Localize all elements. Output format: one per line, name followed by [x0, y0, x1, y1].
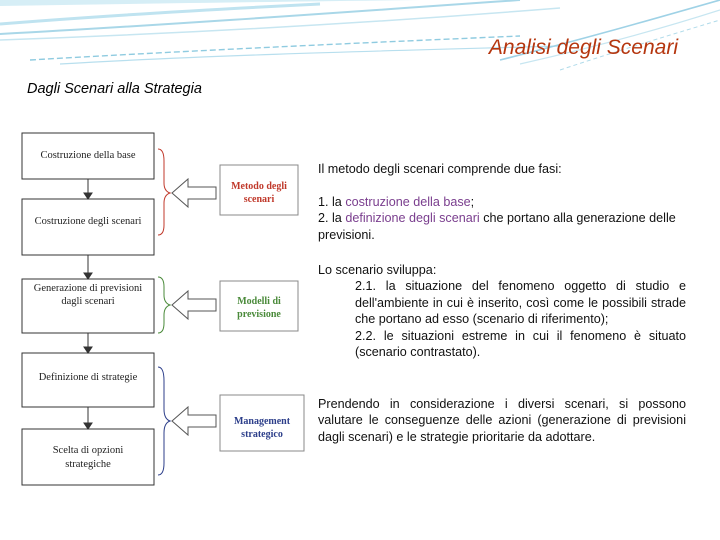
intro-text: Il metodo degli scenari comprende due fasi: [318, 162, 562, 176]
closing-text: Prendendo in considerazione i diversi scenari, si possono valutare le conseguenze delle azioni (generazione di previsioni dagli scenari) e le strategie prioritarie da adottare. [318, 397, 686, 444]
brace-modelli [158, 277, 170, 333]
side-label-management-1: Management [233, 416, 291, 427]
box-scelta-opzioni [22, 429, 154, 485]
phases-list [318, 194, 686, 243]
phase-2-highlight: definizione degli scenari [345, 211, 480, 226]
box-label-scelta-1: Scelta di opzioni [52, 445, 124, 456]
phase-2: 2. la definizione degli scenari che portano alla generazione delle previsioni. [318, 211, 676, 242]
intro-paragraph [318, 161, 686, 177]
side-label-management-2: strategico [241, 429, 283, 440]
phase-1-highlight: costruzione della base [345, 195, 471, 209]
slide-title: Analisi degli Scenari [488, 36, 678, 59]
box-costruzione-scenari [22, 199, 154, 255]
box-label-costruzione-scenari: Costruzione degli scenari [34, 216, 142, 227]
box-label-scelta-2: strategiche [65, 459, 111, 470]
phase-1: 1. la costruzione della base; [318, 195, 475, 209]
side-label-metodo-1: Metodo degli [231, 181, 287, 192]
item-2-1: 2.1. la situazione del fenomeno oggetto di studio e dell'ambiente in cui è inserito, così come le possibili strade che portano ad esso (scenario di riferimento); [355, 279, 686, 327]
box-label-definizione-strategie: Definizione di strategie [38, 372, 138, 383]
scenario-develops [318, 262, 686, 360]
side-label-metodo-2: scenari [243, 194, 275, 205]
closing-paragraph [318, 396, 686, 445]
brace-management [158, 367, 170, 475]
box-label-costruzione-base: Costruzione della base [40, 150, 136, 161]
item-2-2: 2.2. le situazioni estreme in cui il fenomeno è situato (scenario contrastato). [355, 328, 686, 360]
box-label-generazione-2: dagli scenari [61, 296, 115, 307]
arrow-metodo [172, 179, 216, 207]
side-label-modelli-1: Modelli di [237, 296, 281, 307]
box-label-generazione-1: Generazione di previsioni [33, 283, 143, 294]
arrow-management [172, 407, 216, 435]
flow-diagram [12, 127, 318, 503]
sviluppa-heading: Lo scenario sviluppa: [318, 263, 437, 277]
brace-metodo [158, 149, 170, 235]
slide-subtitle: Dagli Scenari alla Strategia [27, 81, 202, 97]
arrow-modelli [172, 291, 216, 319]
side-label-modelli-2: previsione [237, 309, 281, 320]
